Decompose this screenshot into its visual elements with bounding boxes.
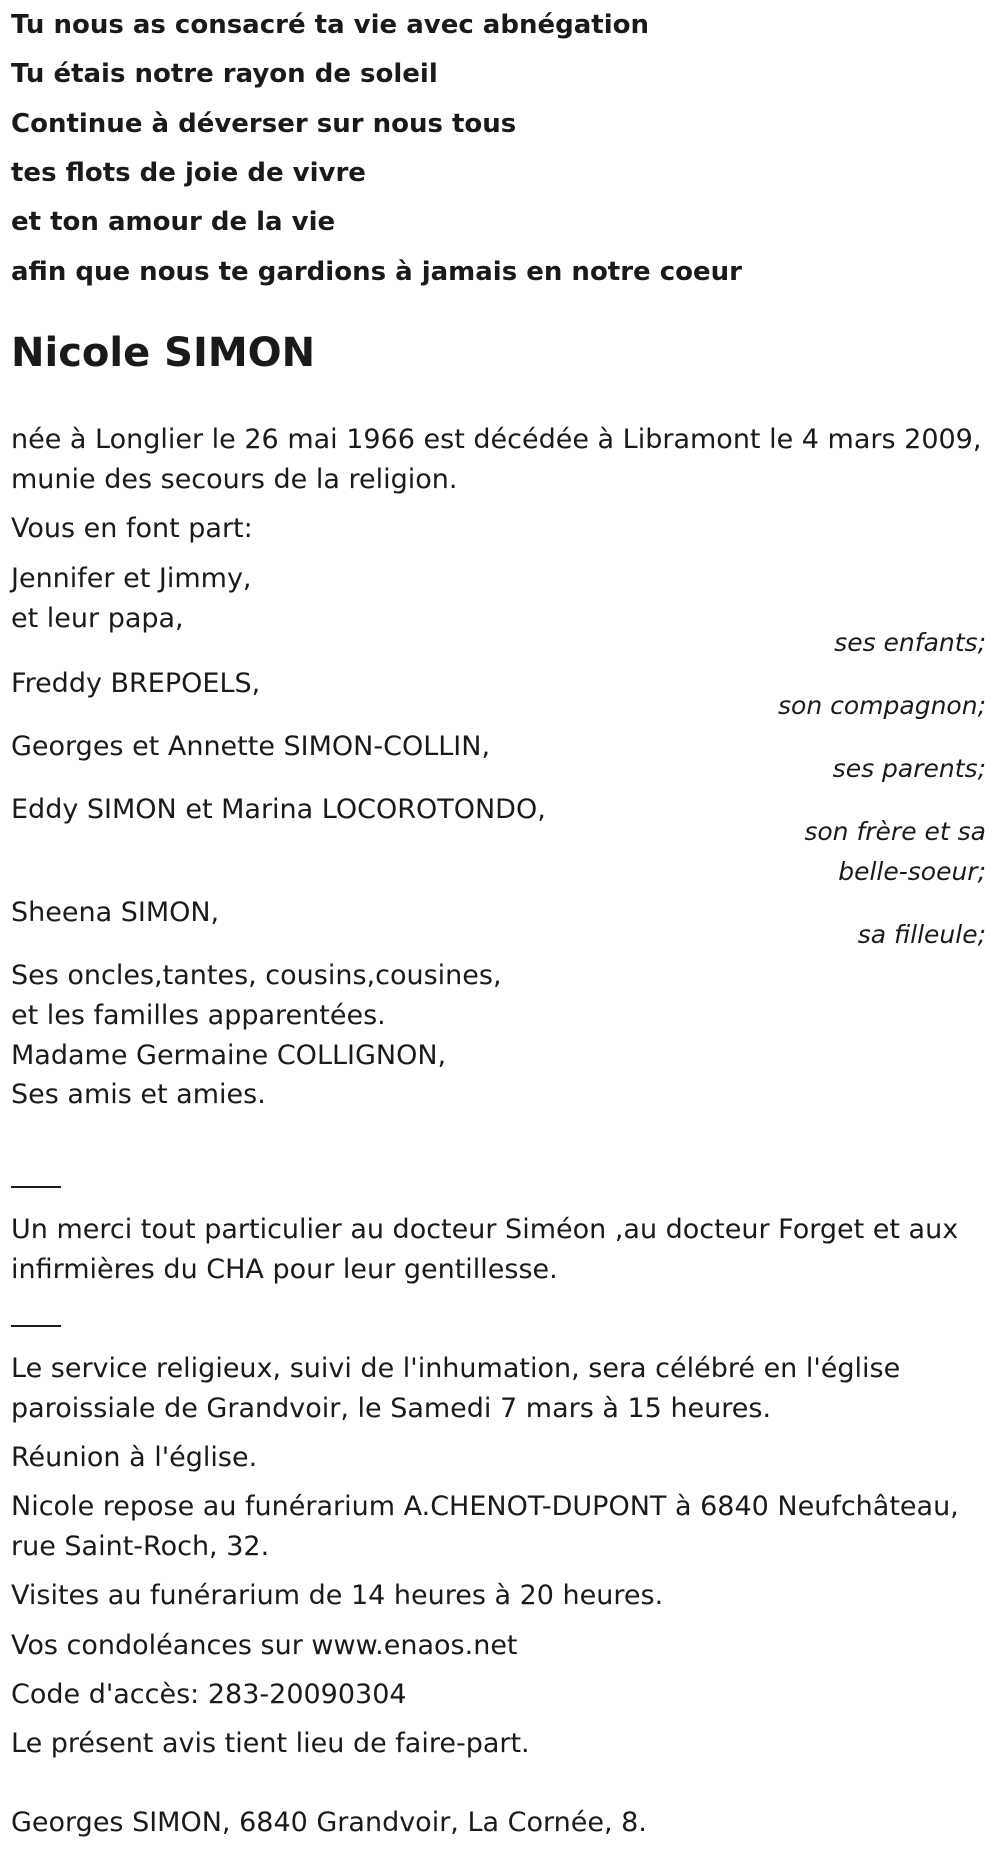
family-children: Jennifer et Jimmy,: [11, 563, 252, 594]
announce-intro: Vous en font part:: [11, 513, 253, 544]
condolences-line: Vos condoléances sur www.enaos.net: [11, 1630, 518, 1661]
poem-line: Tu nous as consacré ta vie avec abnégation: [11, 10, 649, 40]
relation-label: ses parents;: [832, 754, 986, 783]
funeral-home-line: Nicole repose au funérarium A.CHENOT-DUPONT à 6840 Neufchâteau,: [11, 1491, 959, 1522]
family-address: Georges SIMON, 6840 Grandvoir, La Cornée, 8.: [11, 1807, 647, 1838]
family-others: Madame Germaine COLLIGNON,: [11, 1040, 447, 1071]
service-line: paroissiale de Grandvoir, le Samedi 7 mars à 15 heures.: [11, 1393, 772, 1424]
poem-line: Tu étais notre rayon de soleil: [11, 59, 438, 89]
family-brother: Eddy SIMON et Marina LOCOROTONDO,: [11, 794, 546, 825]
family-parents: Georges et Annette SIMON-COLLIN,: [11, 731, 491, 762]
birth-death-line: munie des secours de la religion.: [11, 464, 458, 495]
separator: [11, 1325, 61, 1327]
birth-death-line: née à Longlier le 26 mai 1966 est décédée à Libramont le 4 mars 2009,: [11, 424, 982, 455]
deceased-name: Nicole SIMON: [11, 330, 316, 376]
poem-line: et ton amour de la vie: [11, 207, 336, 237]
separator: [11, 1186, 61, 1188]
relation-label: sa filleule;: [857, 920, 986, 949]
family-children: et leur papa,: [11, 603, 184, 634]
thanks-line: infirmières du CHA pour leur gentillesse.: [11, 1254, 558, 1285]
funeral-home-line: rue Saint-Roch, 32.: [11, 1531, 270, 1562]
notice-line: Le présent avis tient lieu de faire-part.: [11, 1728, 530, 1759]
relation-label: son compagnon;: [778, 691, 986, 720]
family-goddaughter: Sheena SIMON,: [11, 897, 220, 928]
relation-label: belle-soeur;: [838, 857, 986, 886]
service-line: Le service religieux, suivi de l'inhumation, sera célébré en l'église: [11, 1353, 901, 1384]
relation-label: ses enfants;: [834, 628, 986, 657]
access-code-line: Code d'accès: 283-20090304: [11, 1679, 407, 1710]
visits-line: Visites au funérarium de 14 heures à 20 heures.: [11, 1580, 664, 1611]
family-others: Ses amis et amies.: [11, 1079, 266, 1110]
meeting-line: Réunion à l'église.: [11, 1442, 258, 1473]
family-companion: Freddy BREPOELS,: [11, 668, 261, 699]
poem-line: Continue à déverser sur nous tous: [11, 109, 517, 139]
family-others: Ses oncles,tantes, cousins,cousines,: [11, 960, 502, 991]
poem-line: tes flots de joie de vivre: [11, 158, 366, 188]
thanks-line: Un merci tout particulier au docteur Siméon ,au docteur Forget et aux: [11, 1214, 959, 1245]
relation-label: son frère et sa: [804, 817, 986, 846]
poem-line: afin que nous te gardions à jamais en notre coeur: [11, 257, 742, 287]
family-others: et les familles apparentées.: [11, 1000, 386, 1031]
